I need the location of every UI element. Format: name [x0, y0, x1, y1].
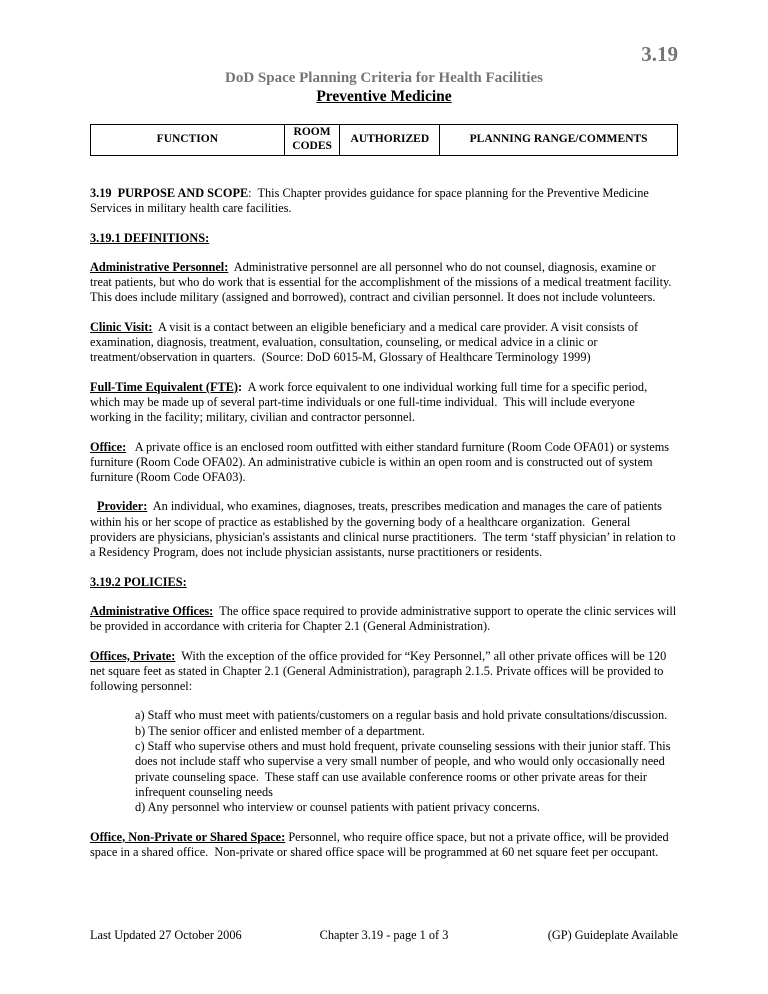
document-body [90, 186, 678, 860]
policy-offices-private [90, 649, 678, 695]
list-item-c: c) Staff who supervise others and must hold frequent, private counseling sessions with their junior staff. This does not include staff who supervise a very small number of people, and who would only occasionally need private counseling space. These staff can use available conference rooms or other private areas for their infrequent counseling needs [135, 739, 674, 799]
definition-administrative-personnel [90, 260, 678, 306]
term-text: Administrative personnel are all personnel who do not counsel, diagnosis, examine or treat patients, but who do work that is essential for the accomplishment of the missions of a medical treatment facility. This does include military (assigned and borrowed), contract and civilian personnel. It does not include volunteers. [90, 259, 675, 305]
criteria-header-table [90, 124, 678, 156]
column-header-authorized: AUTHORIZED [340, 125, 440, 156]
term-label-colon: : [238, 379, 243, 394]
definition-office [90, 440, 678, 486]
definition-provider [90, 499, 678, 560]
term-text: A private office is an enclosed room outfitted with either standard furniture (Room Code OFA01) or systems furniture (Room Code OFA02). An administrative cubicle is within an open room and is constructed out of system furniture (Room Code OFA03). [90, 439, 673, 485]
term-label: Provider: [97, 499, 148, 514]
policy-label: Offices, Private: [90, 648, 176, 663]
list-item-b: b) The senior officer and enlisted member of a department. [135, 723, 425, 738]
footer-page-number: Chapter 3.19 - page 1 of 3 [319, 928, 449, 942]
private-office-personnel-list [135, 708, 678, 815]
policy-text: Personnel, who require office space, but not a private office, will be provided space in a shared office. Non-private or shared office space will be programmed at 60 net square feet per occupant. [90, 829, 672, 859]
term-label: Clinic Visit: [90, 319, 153, 334]
policy-text: The office space required to provide administrative support to operate the clinic services will be provided in accordance with criteria for Chapter 2.1 (General Administration). [90, 603, 680, 634]
term-label: Office: [90, 439, 127, 454]
term-text: A visit is a contact between an eligible beneficiary and a medical care provider. A visit consists of examination, diagnosis, treatment, evaluation, consultation, counseling, or medical advice in a clinic or treatment/observation in quarters. (Source: DoD 6015-M, Glossary of Healthcare Terminology 1999) [90, 319, 642, 365]
column-header-room-codes: ROOM CODES [284, 125, 340, 156]
list-item-a: a) Staff who must meet with patients/customers on a regular basis and hold private consultations/discussion. [135, 708, 668, 723]
term-label: Full-Time Equivalent (FTE) [90, 379, 239, 394]
document-subtitle: Preventive Medicine [316, 88, 452, 105]
document-title: DoD Space Planning Criteria for Health Facilities [224, 70, 544, 86]
policies-heading: 3.19.2 POLICIES: [90, 574, 187, 589]
page-footer [90, 928, 678, 943]
purpose-label: 3.19 PURPOSE AND SCOPE [90, 186, 249, 200]
table-header-row [91, 125, 678, 156]
term-label: Administrative Personnel: [90, 259, 229, 274]
policy-label: Administrative Offices: [90, 603, 214, 618]
chapter-number: 3.19 [641, 42, 678, 66]
footer-guideplate-note: (GP) Guideplate Available [547, 928, 678, 942]
definitions-heading: 3.19.1 DEFINITIONS: [90, 230, 210, 245]
policy-administrative-offices [90, 604, 678, 635]
purpose-and-scope-paragraph [90, 186, 678, 217]
column-header-planning-range: PLANNING RANGE/COMMENTS [440, 125, 678, 156]
list-item-d: d) Any personnel who interview or counsel patients with patient privacy concerns. [135, 800, 541, 815]
definition-clinic-visit [90, 320, 678, 366]
definition-full-time-equivalent [90, 380, 678, 426]
footer-last-updated: Last Updated 27 October 2006 [90, 928, 242, 942]
policy-label: Office, Non-Private or Shared Space: [90, 829, 286, 844]
column-header-function: FUNCTION [91, 125, 285, 156]
term-text: A work force equivalent to one individual working full time for a specific period, which may be made up of several part-time individuals or one full-time individual. This will include everyone working in the facility; military, civilian and contractor personnel. [90, 379, 651, 425]
policy-office-shared-space [90, 830, 678, 861]
purpose-text: : This Chapter provides guidance for space planning for the Preventive Medicine Services in military health care facilities. [90, 186, 652, 216]
term-text: An individual, who examines, diagnoses, treats, prescribes medication and manages the care of patients within his or her scope of practice as established by the governing body of a healthcare organization. General providers are physicians, physician's assistants and clinical nurse practitioners. The term ‘staff physician’ in relation to a Residency Program, does not include physician assistants, nurse practitioners or residents. [90, 499, 679, 560]
policy-text: With the exception of the office provided for “Key Personnel,” all other private offices will be 120 net square feet as stated in Chapter 2.1 (General Administration), paragraph 2.1.5. Private offices will be provided to following personnel: [90, 648, 670, 694]
